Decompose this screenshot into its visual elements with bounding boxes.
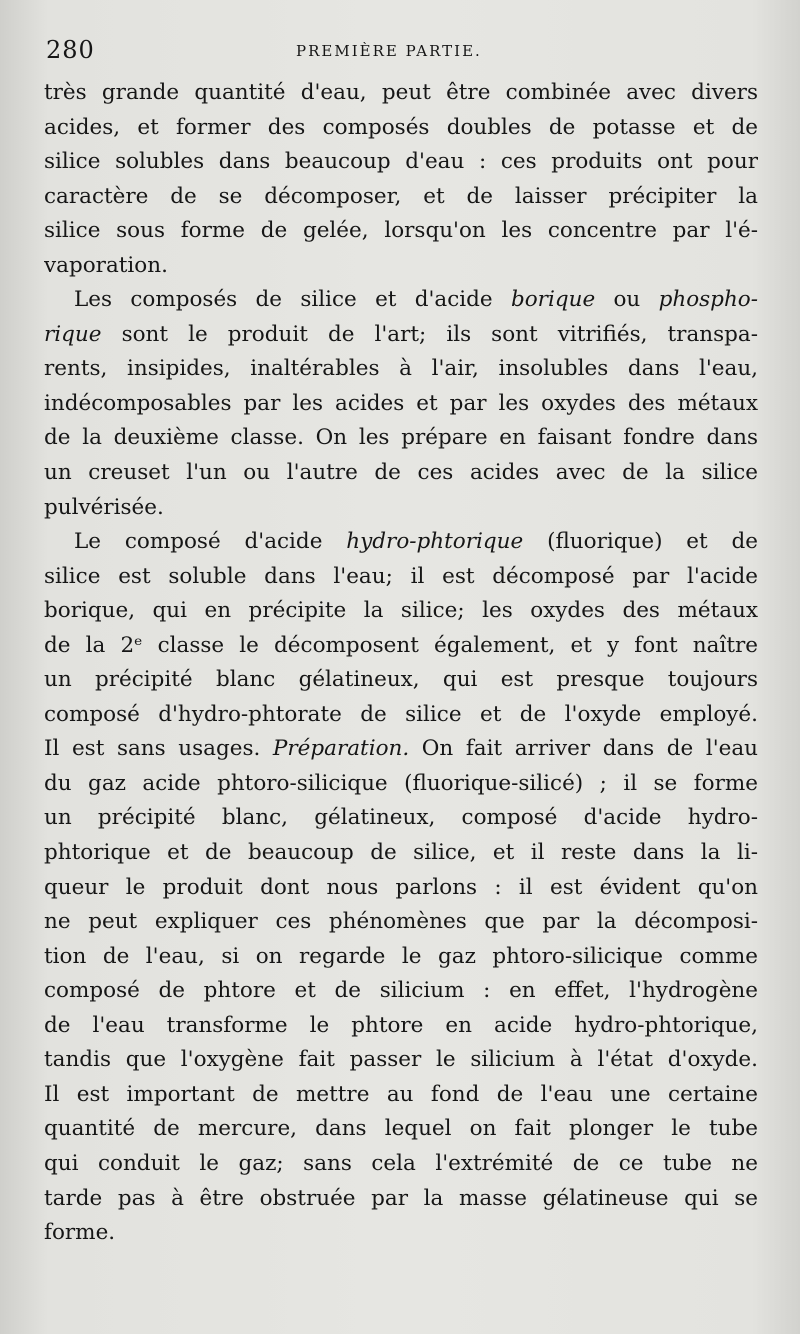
page-header <box>46 36 758 72</box>
text-line: Le composé d'acide hydro-phtorique (fluorique) et de <box>74 529 758 555</box>
text-line: un creuset l'un ou l'autre de ces acides avec de la silice <box>44 460 758 486</box>
text-line: de l'eau transforme le phtore en acide hydro-phtorique, <box>44 1012 758 1038</box>
italic-term: rique <box>44 321 102 347</box>
text-line: de la 2ᵉ classe le décomposent également, et y font naître <box>44 632 758 658</box>
text-line: acides, et former des composés doubles de potasse et de <box>44 114 758 140</box>
text-line: du gaz acide phtoro-silicique (fluorique-silicé) ; il se forme <box>44 770 758 796</box>
text-line: silice sous forme de gelée, lorsqu'on les concentre par l'é- <box>44 218 758 244</box>
text-line: caractère de se décomposer, et de laisser précipiter la <box>44 183 758 209</box>
italic-term: hydro-phtorique <box>346 529 524 555</box>
text-line: composé de phtore et de silicium : en effet, l'hydrogène <box>44 978 758 1004</box>
text-line: Il est important de mettre au fond de l'eau une certaine <box>44 1081 758 1107</box>
page-number: 280 <box>46 36 95 64</box>
text-line: pulvérisée. <box>44 494 164 520</box>
text-line: quantité de mercure, dans lequel on fait plonger le tube <box>44 1116 758 1142</box>
text-line: tion de l'eau, si on regarde le gaz phtoro-silicique comme <box>44 943 758 969</box>
text-line: forme. <box>44 1220 116 1246</box>
italic-term: Préparation. <box>272 736 410 762</box>
text-line: vaporation. <box>44 252 168 278</box>
italic-term: phospho- <box>658 287 758 313</box>
text-line: silice solubles dans beaucoup d'eau : ces produits ont pour <box>44 149 758 175</box>
text-line: silice est soluble dans l'eau; il est décomposé par l'acide <box>44 563 758 589</box>
text-line: borique, qui en précipite la silice; les oxydes des métaux <box>44 598 758 624</box>
running-head: PREMIÈRE PARTIE. <box>296 42 482 60</box>
text-line: queur le produit dont nous parlons : il est évident qu'on <box>44 874 758 900</box>
text-line: un précipité blanc gélatineux, qui est presque toujours <box>44 667 758 693</box>
text-line: rents, insipides, inaltérables à l'air, insolubles dans l'eau, <box>44 356 758 382</box>
text-line: de la deuxième classe. On les prépare en faisant fondre dans <box>44 425 758 451</box>
text-line: Les composés de silice et d'acide borique ou phospho- <box>74 287 758 313</box>
text-line: qui conduit le gaz; sans cela l'extrémité de ce tube ne <box>44 1150 758 1176</box>
text-line: très grande quantité d'eau, peut être combinée avec divers <box>44 80 758 105</box>
text-line: composé d'hydro-phtorate de silice et de l'oxyde employé. <box>44 701 758 727</box>
text-line: indécomposables par les acides et par les oxydes des métaux <box>44 390 758 416</box>
text-line: tarde pas à être obstruée par la masse gélatineuse qui se <box>44 1185 758 1211</box>
text-line: tandis que l'oxygène fait passer le silicium à l'état d'oxyde. <box>44 1047 758 1073</box>
body-text <box>44 76 758 1251</box>
text-line: Il est sans usages. Préparation. On fait arriver dans de l'eau <box>44 736 758 762</box>
text-line: rique sont le produit de l'art; ils sont vitrifiés, transpa- <box>44 321 758 347</box>
italic-term: borique <box>510 287 596 313</box>
text-line: phtorique et de beaucoup de silice, et il reste dans la li- <box>44 840 758 866</box>
text-line: ne peut expliquer ces phénomènes que par la décomposi- <box>44 909 758 935</box>
text-line: un précipité blanc, gélatineux, composé d'acide hydro- <box>44 805 758 831</box>
